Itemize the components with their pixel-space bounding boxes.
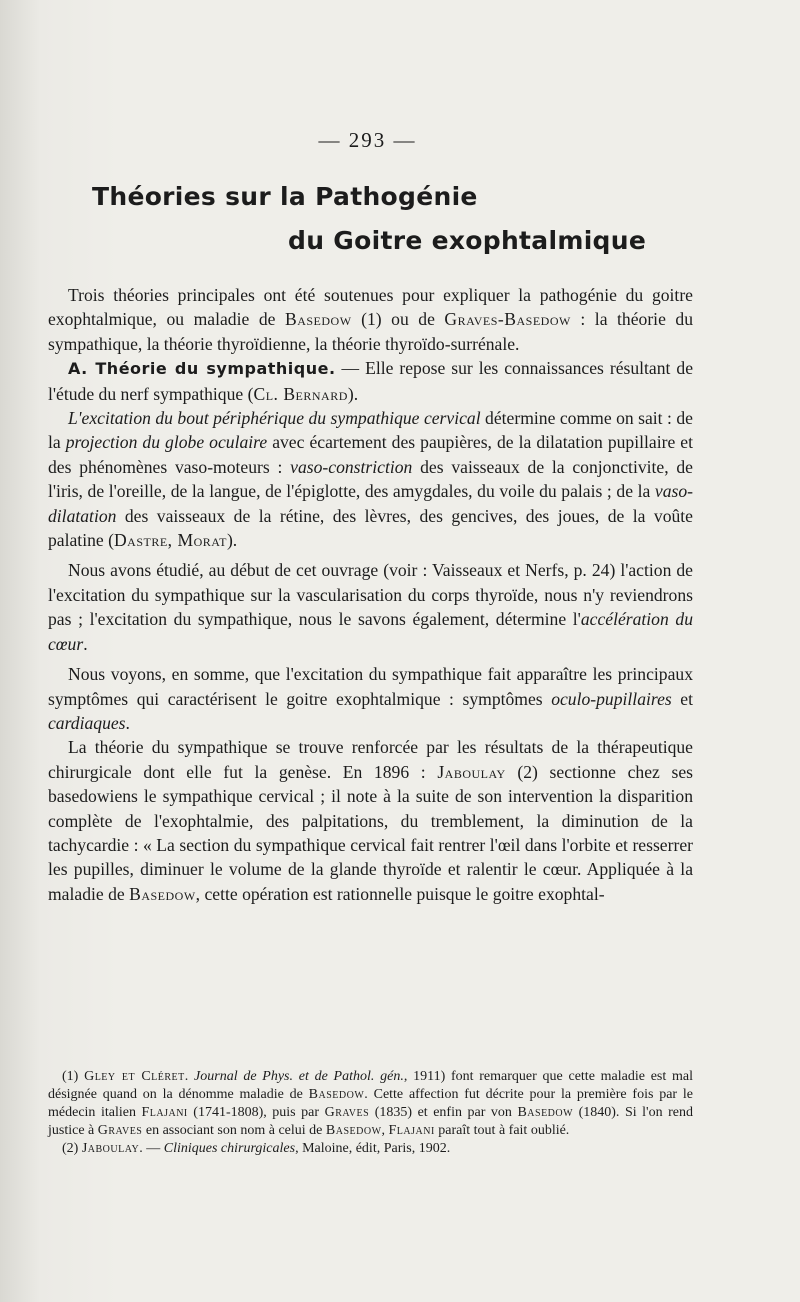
text-run: paraît tout à fait oublié. (434, 1123, 570, 1138)
paragraph-section-a (48, 356, 693, 406)
text-run: , Maloine, édit, Paris, 1902. (295, 1141, 451, 1156)
author-name: Graves (97, 1123, 143, 1138)
chapter-title-line-2: du Goitre exophtalmique (288, 226, 647, 255)
author-name: Graves (324, 1105, 370, 1120)
text-run: des vaisseaux de la conjonctivite, de l'iris, de l'oreille, de la langue, de l'épiglotte, des amygdales, du voile du palais ; de la (48, 456, 693, 502)
text-run: (2) sectionne chez ses basedowiens le sympathique cervical ; il note à la suite de son intervention la disparition complète de l'exophtalmie, des palpitations, du tremblement, la diminution de la tachycardie : « La section du sympathique cervical fait rentrer l'œil dans l'orbite et resserrer les pupilles, diminuer le volume de la glande thyroïde et ralentir le cœur. Appliquée à la maladie de (48, 761, 693, 904)
paragraph-excitation (48, 406, 693, 552)
journal-title: Journal de Phys. et de Pathol. gén. (194, 1069, 404, 1084)
italic-text: vaso-dilatation (48, 481, 693, 526)
text-run: détermine comme on sait : de la (48, 408, 693, 453)
paragraph-intro (48, 283, 693, 356)
author-name: Basedow (284, 309, 352, 330)
text-run: (1741-1808), puis par (187, 1105, 325, 1120)
author-name: Dastre, Morat (113, 530, 227, 551)
author-name: Jaboulay (437, 761, 506, 782)
text-run: , cette opération est rationnelle puisque le goitre exophtal- (195, 883, 605, 904)
text-run: ). (347, 383, 359, 404)
paragraph-summary (48, 662, 693, 735)
chapter-title-line-1: Théories sur la Pathogénie (92, 182, 478, 211)
text-run: . (125, 712, 130, 733)
text-run: Nous avons étudié, au début de cet ouvrage (voir : Vaisseaux et Nerfs, p. 24) l'action de l'excitation du sympathique sur la vascularisation du corps thyroïde, nous n'y reviendrons pas ; l'excitation du sympathique, nous le savons également, détermine l' (48, 560, 693, 630)
author-name: Gley et Cléret (84, 1069, 185, 1084)
author-name: Flajani (141, 1105, 188, 1120)
text-run: . Cette affection fut décrite pour la première fois par le médecin italien (48, 1087, 694, 1120)
italic-text: accélération du cœur (48, 609, 693, 654)
text-run: , 1911) font remarquer que cette maladie est mal désignée quand on la dénomme maladie de (48, 1069, 694, 1102)
paragraph-vascularisation (48, 558, 693, 656)
text-run: Nous voyons, en somme, que l'excitation du sympathique fait apparaître les principaux symptômes qui caractérisent le goitre exophtalmique : symptômes (48, 664, 693, 709)
text-run: . (184, 1069, 195, 1084)
section-heading: A. Théorie du sympathique. (68, 359, 336, 379)
author-name: Jaboulay (81, 1141, 140, 1156)
text-run: avec écartement des paupières, de la dilatation pupillaire et des phénomènes vaso-moteurs : (48, 432, 693, 477)
main-text (48, 283, 693, 906)
author-name: Flajani (388, 1123, 435, 1138)
text-run: . — (139, 1141, 164, 1156)
text-run: : la théorie du sympathique, la théorie thyroïdienne, la théorie thyroïdo-surrénale. (48, 309, 694, 354)
author-name: Cl. Bernard (253, 383, 348, 404)
text-run: , (381, 1123, 389, 1138)
author-name: Graves-Basedow (444, 309, 571, 330)
footnote-2 (48, 1140, 693, 1158)
text-run: La théorie du sympathique se trouve renforcée par les résultats de la thérapeutique chirurgicale dont elle fut la genèse. En 1896 : (48, 737, 693, 782)
footnotes (48, 1068, 693, 1158)
italic-text: projection du globe oculaire (65, 432, 268, 453)
italic-text: cardiaques (48, 712, 126, 733)
book-title: Cliniques chirurgicales (163, 1141, 296, 1156)
italic-text: L'excitation du bout périphérique du sympathique cervical (68, 408, 481, 429)
page-number: — 293 — (318, 128, 417, 152)
italic-text: oculo-pupillaires (551, 688, 672, 709)
author-name: Basedow (129, 883, 196, 904)
text-run: et (671, 688, 693, 709)
paragraph-surgery (48, 735, 693, 906)
italic-text: vaso-constriction (290, 456, 413, 477)
text-run: (1840). Si l'on rend justice à (48, 1105, 693, 1138)
author-name: Basedow (517, 1105, 574, 1120)
text-run: . (83, 633, 88, 654)
author-name: Basedow (308, 1087, 365, 1102)
text-run: en associant son nom à celui de (142, 1123, 326, 1138)
text-run: ). (226, 530, 238, 551)
text-run: Trois théories principales ont été soutenues pour expliquer la pathogénie du goitre exophtalmique, ou maladie de (48, 285, 693, 330)
footnote-marker: (2) (62, 1141, 82, 1156)
author-name: Basedow (325, 1123, 382, 1138)
text-run: — Elle repose sur les connaissances résultant de l'étude du nerf sympathique ( (48, 358, 693, 404)
text-run: des vaisseaux de la rétine, des lèvres, des gencives, des joues, de la voûte palatine ( (48, 505, 693, 551)
footnote-1 (48, 1068, 693, 1140)
text-run: (1) ou de (351, 309, 445, 330)
footnote-marker: (1) (62, 1069, 85, 1084)
text-run: (1835) et enfin par von (369, 1105, 518, 1120)
